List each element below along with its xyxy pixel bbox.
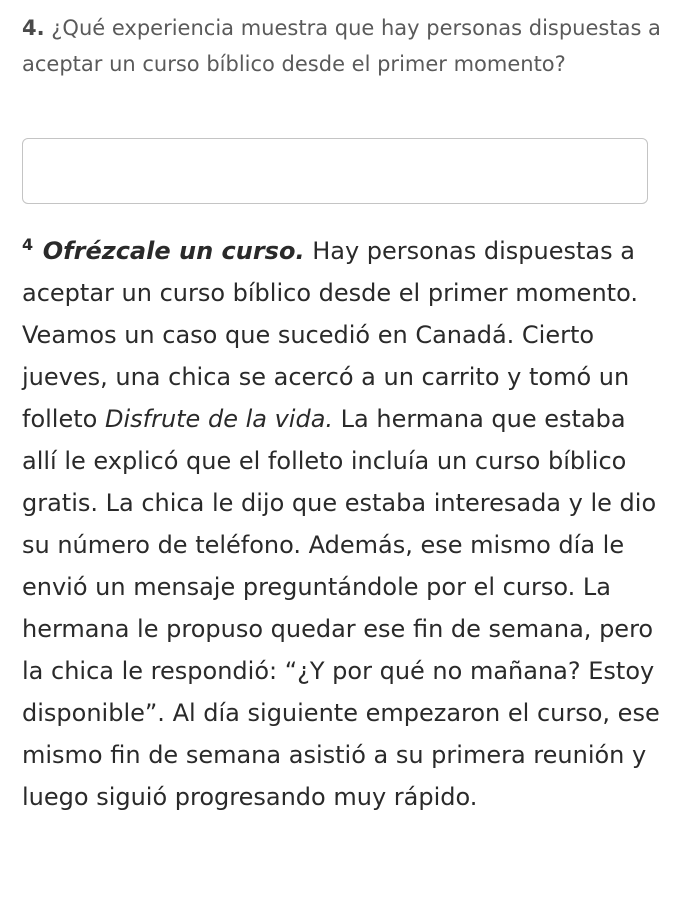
paragraph-text-part2: La hermana que estaba allí le explicó que el folleto incluía un curso bíblico gratis. La chica le dijo que estaba interesada y le dio su número de teléfono. Además, ese mismo día le envió un mensaje preguntándole por el curso. La hermana le propuso quedar ese fin de semana, pero la chica le respondió: “¿Y por qué no mañana? Estoy disponible”. Al día siguiente empezaron el curso, ese mismo fin de semana asistió a su primera reunión y luego siguió progresando muy rápido. [22,405,660,811]
question-number: 4. [22,16,45,40]
paragraph-text-part1: Hay personas dispuestas a aceptar un curso bíblico desde el primer momento. Veamos un caso que sucedió en Canadá. Cierto jueves, una chica se acercó a un carrito y tomó un folleto [22,237,638,433]
paragraph-number: 4 [22,235,34,254]
study-paragraph [22,230,662,818]
publication-title: Disfrute de la vida. [104,405,334,433]
question-text: ¿Qué experiencia muestra que hay personas dispuestas a aceptar un curso bíblico desde el primer momento? [22,16,661,76]
study-question [22,10,662,82]
answer-input[interactable] [22,138,648,204]
paragraph-lead: Ofrézcale un curso. [42,237,305,265]
